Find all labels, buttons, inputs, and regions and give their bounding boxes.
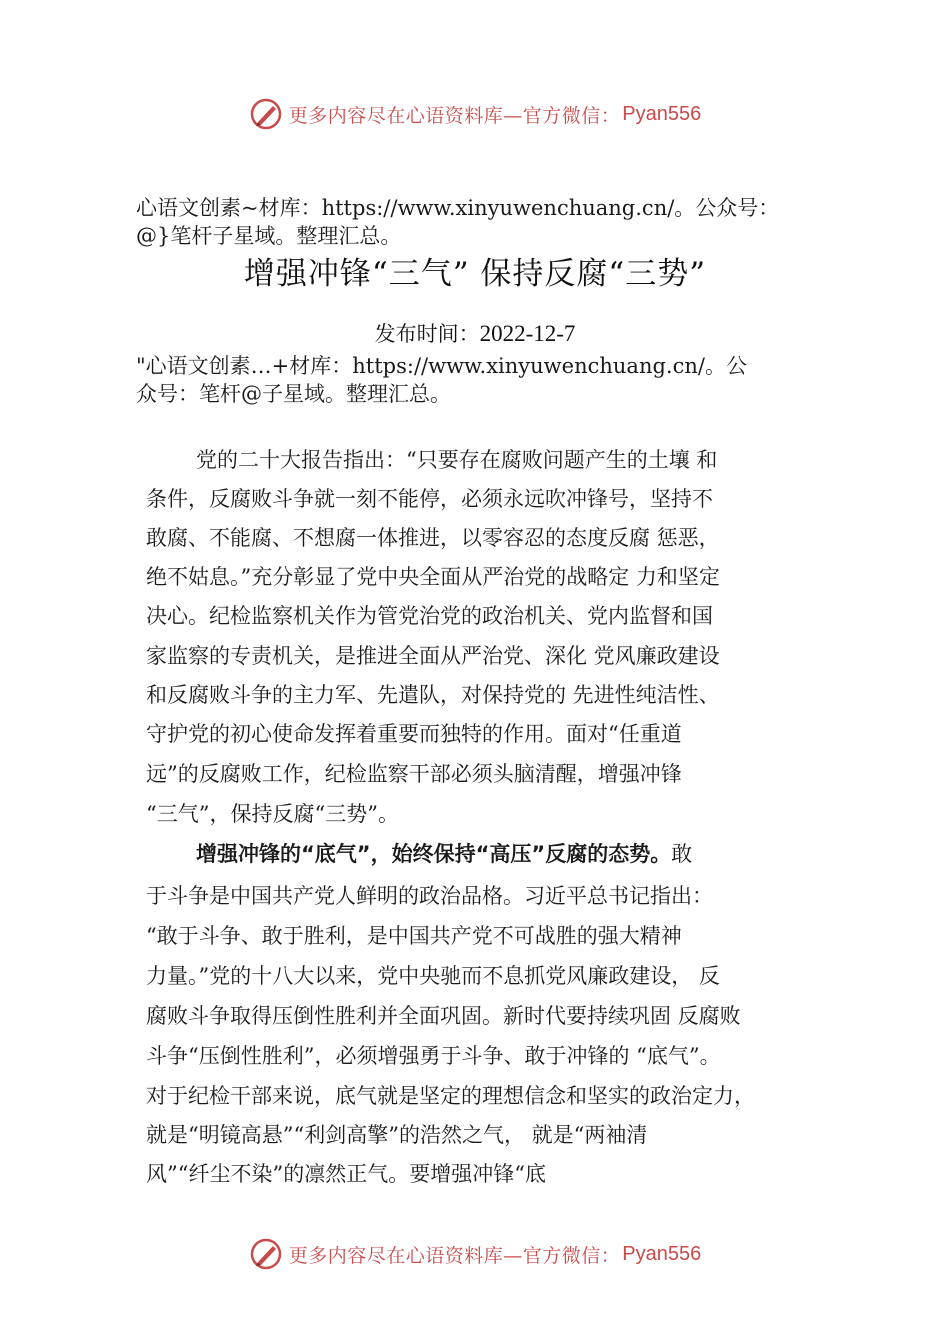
section-line: 风”“纤尘不染”的凛然正气。要增强冲锋“底: [146, 1162, 546, 1186]
section-line: 力量。”党的十八大以来，党中央驰而不息抓党风廉政建设， 反: [146, 964, 720, 988]
body-line: 决心。纪检监察机关作为管党治党的政治机关、党内监督和国: [146, 604, 713, 628]
article-title: 增强冲锋“三气” 保持反腐“三势”: [243, 256, 707, 292]
body-line: 党的二十大报告指出：“只要存在腐败问题产生的土壤 和: [196, 448, 718, 472]
pen-logo-icon: [249, 97, 283, 131]
bottom-banner: [0, 1232, 950, 1276]
body-line: “三气”，保持反腐“三势”。: [146, 802, 399, 826]
body-line: 和反腐败斗争的主力军、先遣队，对保持党的 先进性纯洁性、: [146, 683, 720, 707]
pen-logo-icon: [249, 1237, 283, 1271]
header-line-2: @}笔杆子星域。整理汇总。: [136, 224, 402, 248]
top-banner: [0, 92, 950, 136]
banner-text: 更多内容尽在心语资料库—官方微信：: [288, 104, 621, 127]
body-line: 绝不姑息。”充分彰显了党中央全面从严治党的战略定 力和坚定: [146, 565, 720, 589]
section-line: “敢于斗争、敢于胜利，是中国共产党不可战胜的强大精神: [146, 924, 682, 948]
body-line: 远”的反腐败工作，纪检监察干部必须头脑清醒，增强冲锋: [146, 762, 682, 786]
section-line: 对于纪检干部来说，底气就是坚定的理想信念和坚实的政治定力，: [146, 1084, 755, 1108]
publish-date: [0, 318, 950, 348]
body-line: 守护党的初心使命发挥着重要而独特的作用。面对“任重道: [146, 722, 682, 746]
header-line-1: 心语文创素~材库：https://www.xinyuwenchuang.cn/。公众号：: [136, 196, 780, 220]
body-line: 家监察的专责机关，是推进全面从严治党、深化 党风廉政建设: [146, 644, 720, 668]
section-heading-tail: 敢: [671, 842, 693, 866]
section-line: 腐败斗争取得压倒性胜利并全面巩固。新时代要持续巩固 反腐败: [146, 1004, 741, 1028]
section-heading: [196, 838, 692, 868]
banner-wechat-id: Pyan556: [622, 1242, 702, 1265]
publish-date-value: 2022-12-7: [479, 321, 576, 346]
section-line: 就是“明镜高悬”“利剑高擎”的浩然之气， 就是“两袖清: [146, 1123, 648, 1147]
source-line-1: "心语文创素…+材库：https://www.xinyuwenchuang.cn/。公: [136, 354, 747, 378]
section-line: 于斗争是中国共产党人鲜明的政治品格。习近平总书记指出：: [146, 884, 713, 908]
body-line: 条件，反腐败斗争就一刻不能停，必须永远吹冲锋号，坚持不: [146, 487, 713, 511]
banner-wechat-id: Pyan556: [622, 102, 702, 125]
banner-text: 更多内容尽在心语资料库—官方微信：: [288, 1244, 621, 1267]
publish-date-label: 发布时间：: [374, 322, 480, 346]
body-line: 敢腐、不能腐、不想腐一体推进，以零容忍的态度反腐 惩恶，: [146, 526, 720, 550]
source-line-2: 众号：笔杆@子星域。整理汇总。: [136, 382, 451, 406]
section-heading-text: 增强冲锋的“底气”，始终保持“高压”反腐的态势。: [196, 842, 672, 866]
section-line: 斗争“压倒性胜利”，必须增强勇于斗争、敢于冲锋的 “底气”。: [146, 1044, 721, 1068]
